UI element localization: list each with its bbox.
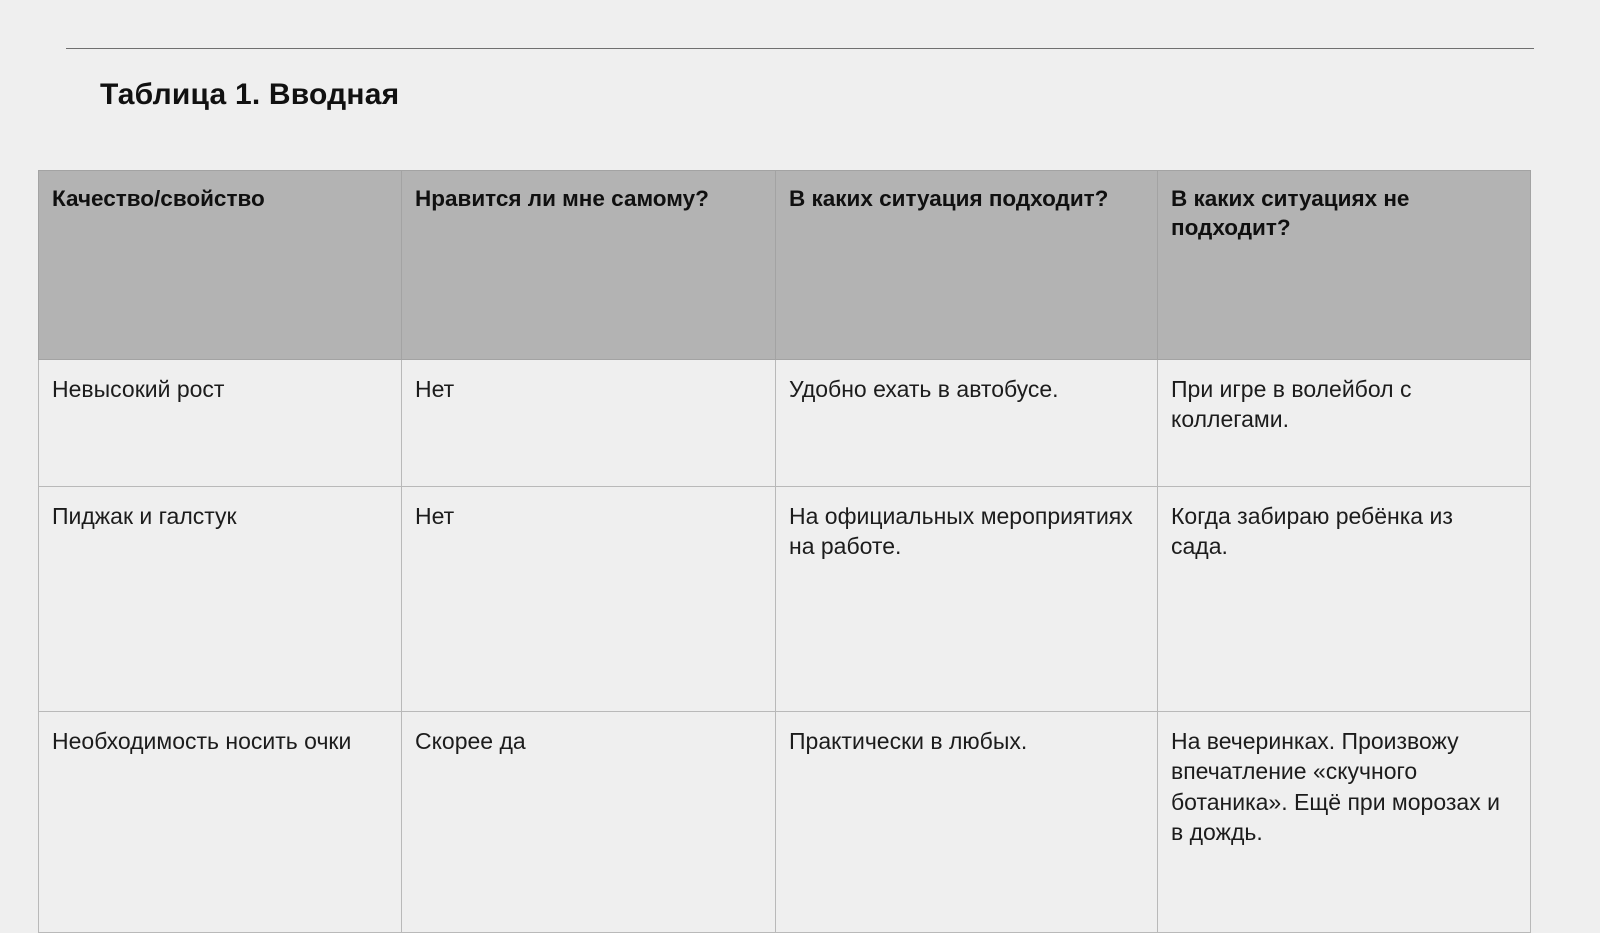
cell-not-suits: При игре в волейбол с коллегами. [1158, 360, 1531, 487]
cell-quality: Невысокий рост [39, 360, 402, 487]
cell-quality: Пиджак и галстук [39, 487, 402, 712]
cell-suits: Практически в любых. [776, 712, 1158, 933]
intro-table [38, 170, 1531, 933]
top-divider [66, 48, 1534, 49]
table-container [38, 170, 1530, 933]
table-header-row [39, 171, 1531, 360]
table-row [39, 487, 1531, 712]
cell-likes: Скорее да [402, 712, 776, 933]
column-header-likes: Нравится ли мне самому? [402, 171, 776, 360]
table-body [39, 360, 1531, 933]
column-header-suits: В каких ситуация подходит? [776, 171, 1158, 360]
page-title: Таблица 1. Вводная [100, 78, 400, 111]
cell-likes: Нет [402, 487, 776, 712]
cell-quality: Необходимость носить очки [39, 712, 402, 933]
cell-suits: Удобно ехать в автобусе. [776, 360, 1158, 487]
table-row [39, 712, 1531, 933]
table-head [39, 171, 1531, 360]
cell-not-suits: Когда забираю ребёнка из сада. [1158, 487, 1531, 712]
cell-likes: Нет [402, 360, 776, 487]
column-header-quality: Качество/свойство [39, 171, 402, 360]
column-header-not-suits: В каких ситуациях не подходит? [1158, 171, 1531, 360]
cell-suits: На официальных мероприятиях на работе. [776, 487, 1158, 712]
table-row [39, 360, 1531, 487]
cell-not-suits: На вечеринках. Произвожу впечатление «скучного ботаника». Ещё при морозах и в дождь. [1158, 712, 1531, 933]
